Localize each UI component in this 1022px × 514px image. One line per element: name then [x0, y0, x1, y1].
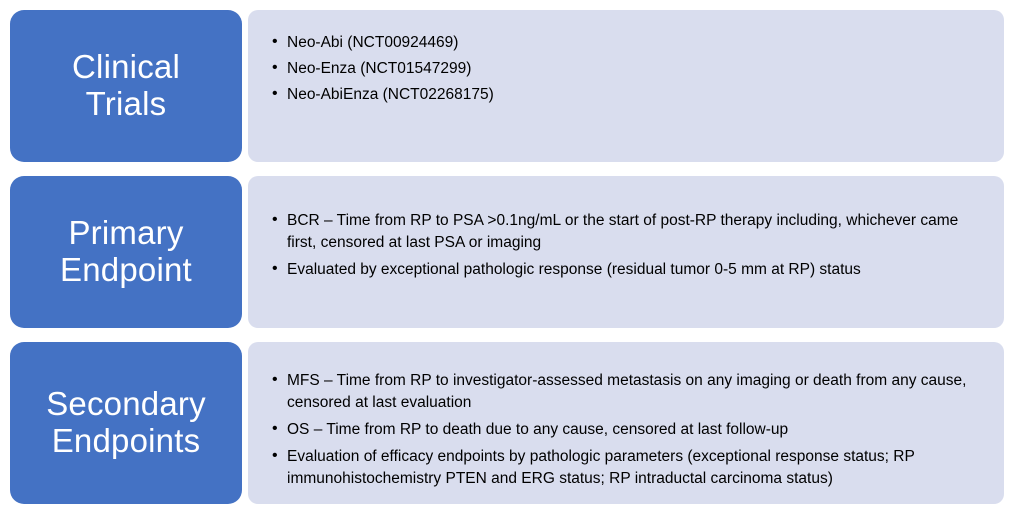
bullet-item: • Neo-AbiEnza (NCT02268175): [270, 84, 982, 106]
bullet-list: [270, 32, 982, 110]
section-label-line2: Endpoint: [60, 251, 192, 288]
section-label-line1: Clinical: [72, 48, 180, 86]
section-clinical-trials: [10, 10, 1004, 162]
bullet-item: • Neo-Abi (NCT00924469): [270, 32, 982, 54]
bullet-item: • Neo-Enza (NCT01547299): [270, 58, 982, 80]
section-secondary-endpoints: [10, 342, 1004, 504]
bullet-item: • Evaluation of efficacy endpoints by pathologic parameters (exceptional response status; RP immunohistochemistry PTEN and ERG status; RP intraductal carcinoma status): [270, 446, 982, 490]
section-content-primary-endpoint: [248, 176, 1004, 328]
section-label-primary-endpoint: [10, 176, 242, 328]
section-label-line1: Primary: [68, 214, 184, 252]
bullet-item: • MFS – Time from RP to investigator-assessed metastasis on any imaging or death from any cause, censored at last evaluation: [270, 370, 982, 414]
section-content-secondary-endpoints: [248, 342, 1004, 504]
bullet-item: • BCR – Time from RP to PSA >0.1ng/mL or the start of post-RP therapy including, whichever came first, censored at last PSA or imaging: [270, 210, 982, 254]
section-label-line2: Trials: [85, 85, 167, 122]
bullet-item: • OS – Time from RP to death due to any cause, censored at last follow-up: [270, 419, 982, 441]
section-label-clinical-trials: [10, 10, 242, 162]
section-label-line2: Endpoints: [51, 422, 201, 459]
section-content-clinical-trials: [248, 10, 1004, 162]
section-label-secondary-endpoints: [10, 342, 242, 504]
section-primary-endpoint: [10, 176, 1004, 328]
bullet-list: [270, 210, 982, 281]
section-label-line1: Secondary: [46, 385, 206, 423]
bullet-item: • Evaluated by exceptional pathologic response (residual tumor 0-5 mm at RP) status: [270, 259, 982, 281]
bullet-list: [270, 370, 982, 490]
